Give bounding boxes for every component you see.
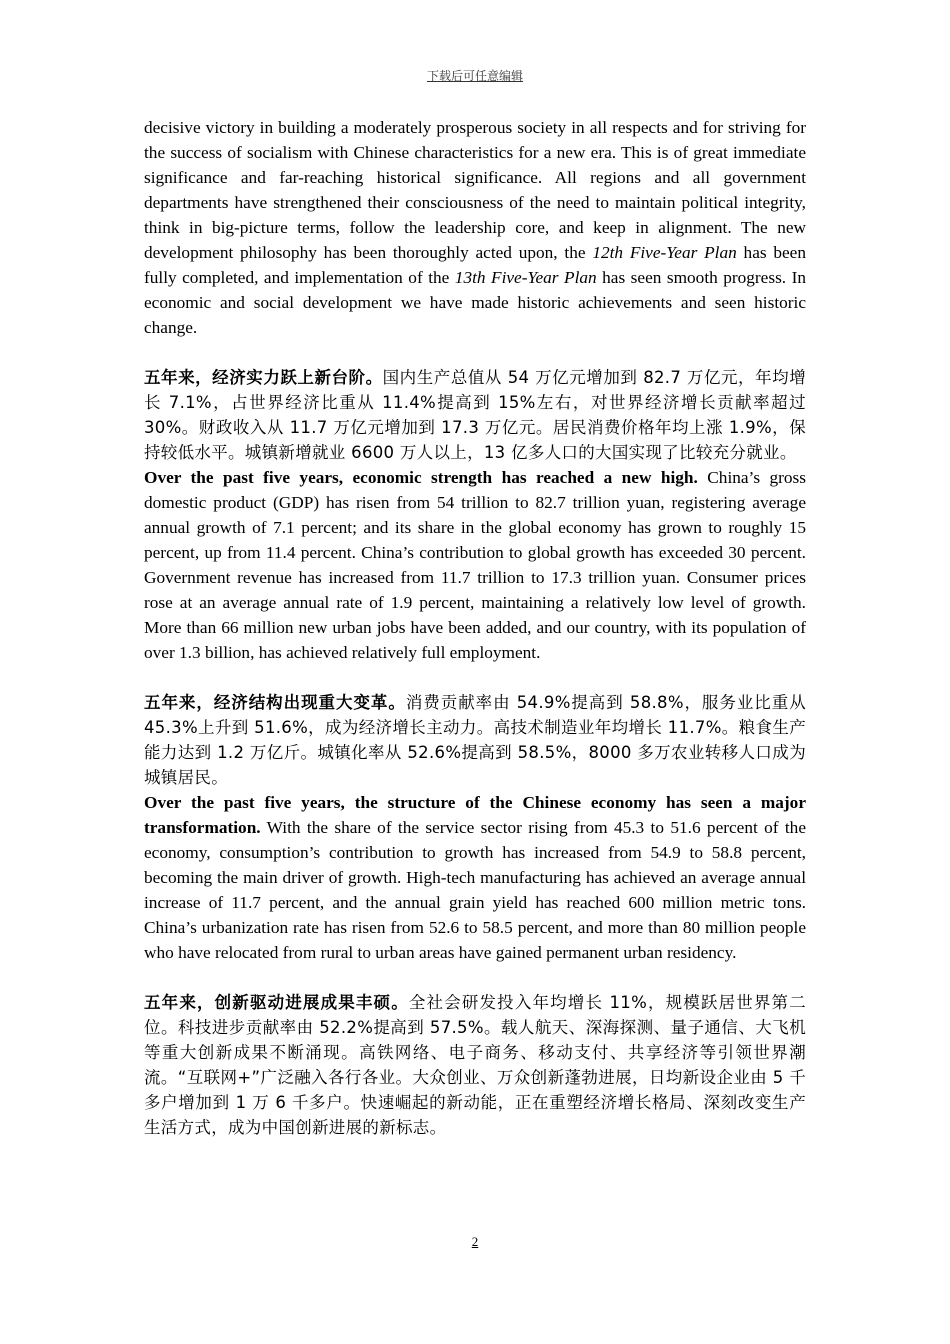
section-1-zh-heading: 五年来，经济实力跃上新台阶。 <box>144 368 383 387</box>
section-1-en-heading: Over the past five years, economic strength has reached a new high. <box>144 468 698 487</box>
intro-italic-plan-12: 12th Five-Year Plan <box>592 243 737 262</box>
intro-text-1: decisive victory in building a moderately prosperous society in all respects and for striving for the success of socialism with Chinese characteristics for a new era. This is of great immediate significance and far-reaching historical significance. All regions and all government departments have strengthened their consciousness of the need to maintain political integrity, think in big-picture terms, follow the leadership core, and keep in alignment. The new development philosophy has been thoroughly acted upon, the <box>144 118 806 262</box>
section-3-zh <box>144 990 806 1140</box>
intro-text-3: has seen smooth progress. In economic and social development we have made historic achievements and seen historic change. <box>144 268 806 337</box>
section-1-en-body: China’s gross domestic product (GDP) has risen from 54 trillion to 82.7 trillion yuan, registering average annual growth of 7.1 percent; and its share in the global economy has grown to roughly 15 percent, up from 11.4 percent. China’s contribution to global growth has exceeded 30 percent. Government revenue has increased from 11.7 trillion to 17.3 trillion yuan. Consumer prices rose at an average annual rate of 1.9 percent, maintaining a relatively low level of growth. More than 66 million new urban jobs have been added, and our country, with its population of over 1.3 billion, has achieved relatively full employment. <box>144 468 806 662</box>
page-header <box>0 67 950 84</box>
section-2-en-heading: Over the past five years, the structure of the Chinese economy has seen a major transformation. <box>144 793 806 837</box>
page-number: 2 <box>471 1234 479 1249</box>
page-footer <box>0 1234 950 1250</box>
section-3-zh-heading: 五年来，创新驱动进展成果丰硕。 <box>144 993 409 1012</box>
section-2-en-body: With the share of the service sector rising from 45.3 to 51.6 percent of the economy, consumption’s contribution to growth has increased from 54.9 to 58.8 percent, becoming the main driver of growth. High-tech manufacturing has achieved an average annual increase of 11.7 percent, and the annual grain yield has reached 600 million metric tons. China’s urbanization rate has risen from 52.6 to 58.5 percent, and more than 80 million people who have relocated from rural to urban areas have gained permanent urban residency. <box>144 818 806 962</box>
paragraph-gap <box>144 340 806 365</box>
intro-paragraph <box>144 115 806 340</box>
intro-italic-plan-13: 13th Five-Year Plan <box>454 268 597 287</box>
section-3-zh-body: 全社会研发投入年均增长 11%，规模跃居世界第二位。科技进步贡献率由 52.2%提高到 57.5%。载人航天、深海探测、量子通信、大飞机等重大创新成果不断涌现。高铁网络、电子商务、移动支付、共享经济等引领世界潮流。“互联网+”广泛融入各行各业。大众创业、万众创新蓬勃进展，日均新设企业由 5 千多户增加到 1 万 6 千多户。快速崛起的新动能，正在重塑经济增长格局、深刻改变生产生活方式，成为中国创新进展的新标志。 <box>144 993 807 1137</box>
section-1-zh <box>144 365 806 465</box>
section-2-en <box>144 790 806 965</box>
paragraph-gap <box>144 665 806 690</box>
section-2-zh-body: 消费贡献率由 54.9%提高到 58.8%，服务业比重从 45.3%上升到 51.6%，成为经济增长主动力。高技术制造业年均增长 11.7%。粮食生产能力达到 1.2 万亿斤。城镇化率从 52.6%提高到 58.5%，8000 多万农业转移人口成为城镇居民。 <box>144 693 806 787</box>
document-body <box>144 115 806 1140</box>
section-2-zh-heading: 五年来，经济结构出现重大变革。 <box>144 693 406 712</box>
section-2-zh <box>144 690 806 790</box>
intro-text-2: has been fully completed, and implementation of the <box>144 243 806 287</box>
header-text: 下载后可任意编辑 <box>426 69 523 83</box>
section-1-en <box>144 465 806 665</box>
section-1-zh-body: 国内生产总值从 54 万亿元增加到 82.7 万亿元，年均增长 7.1%，占世界经济比重从 11.4%提高到 15%左右，对世界经济增长贡献率超过 30%。财政收入从 11.7 万亿元增加到 17.3 万亿元。居民消费价格年均上涨 1.9%，保持较低水平。城镇新增就业 6600 万人以上，13 亿多人口的大国实现了比较充分就业。 <box>144 368 806 462</box>
paragraph-gap <box>144 965 806 990</box>
